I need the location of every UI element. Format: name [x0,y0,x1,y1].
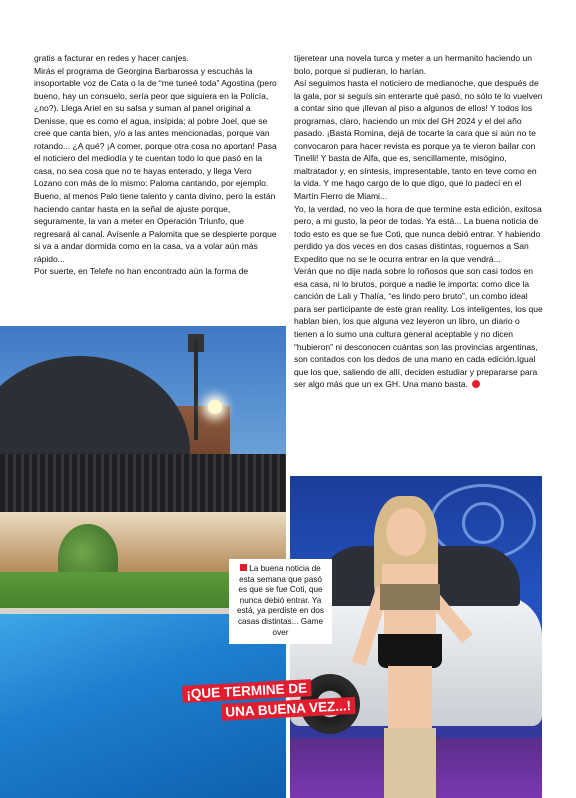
headline-line-1: ¡QUE TERMINE DE [182,679,311,703]
article-right-column [294,52,544,391]
headline-line-2: UNA BUENA VEZ...! [221,697,355,721]
article-paragraph: gratis a facturar en redes y hacer canjes. [34,53,189,63]
article-paragraph: Así seguimos hasta el noticiero de medianoche, que después de la gala, por si seguís sin enterarte qué pasó, no sólo te lo vuelven a contar sino que ¡llevan al piso a algunos de ellos! Y todos los programas, claro, haciendo un mix del GH 2024 y el del año pasado. ¡Basta Romina, dejá de tocarte la cara que si aún no te convocaron para hacer revista es porque ya te vieron bailar con Tinelli! Y basta de Alfa, que es, sencillamente, misógino, maltratador y, en síntesis, impresentable, tanto en teve como en la vida. Y me hago cargo de lo que digo, que lo padecí en el Martín Fierro de Miami... [294,78,543,202]
article-paragraph-text: Verán que no dije nada sobre lo roñosos que son casi todos en esa casa, ni lo brutos, porque a nadie le importa: como dice la canción de Lali y Thalía, “es lindo pero bruto”, un combo ideal para ser participante de este gran reality. Los inteligentes, los que hablan bien, los que alguna vez leyeron un libro, un diario o tienen a lo sumo una cultura general aceptable y no dicen “hubieron” ni desconocen cuántas son las provincias argentinas, son contados con los dedos de una mano en cada edición.Igual que los que, saliendo de allí, deciden estudiar y prepararse para ser algo más que un ex GH. Una mano basta. [294,266,543,390]
photo-caption [229,559,332,644]
article-paragraph: Por suerte, en Telefe no han encontrado aún la forma de [34,266,249,277]
article-paragraph-last [294,265,544,390]
article-paragraph: tijeretear una novela turca y meter a un hermanito haciendo un bolo, porque si pudieran, lo harían. [294,53,533,76]
caption-marker-icon [240,564,247,571]
end-mark-icon [472,380,480,388]
caption-text: La buena noticia de esta semana que pasó es que se fue Coti, que nunca debió entrar. Ya está, ya perdiste en dos casas distintas... Game over [237,564,324,637]
article-left-column [34,52,280,278]
article-paragraph: Yo, la verdad, no veo la hora de que termine esta edición, exitosa pero, a mi gusto, la peor de todas. Ya está... La buena noticia de todo esto es que se fue Coti, que nunca debió entrar. Y habiendo perdido ya dos veces en dos casas distintas, roguemos a San Expedito que no se le ocurra entrar en la que vendrá... [294,203,542,264]
article-paragraph: Mirás el programa de Georgina Barbarossa y escuchás la insoportable voz de Cata o la de “me tuneé toda” Agostina (pero bueno, hay un consuelo, sería peor que siguiera en la Policía, ¿no?). Llega Ariel en su salsa y suman al panel original a Denisse, que es como el agua, insípida; al pobre Joel, que se cree que canta bien, y/o a las antes mencionadas, porque van rotando... ¿A qué? ¡A comer, porque otra cosa no aportan! Pasa el noticiero del mediodía y te cuentan todo lo que pasó en la casa, no sea cosa que no te hayas enterado, y llega Vero Lozano con más de lo mismo: Paloma cantando, por ejemplo. Bueno, al menos Palo tiene talento y canta divino, pero la están haciendo cantar hasta en la señal de ajuste porque, seguramente, la van a meter en Operación Triunfo, que regresará al canal. Avísenle a Palomita que se despierte porque si va a andar dormida como en la casa, va a volar aún más rápido... [34,65,277,264]
